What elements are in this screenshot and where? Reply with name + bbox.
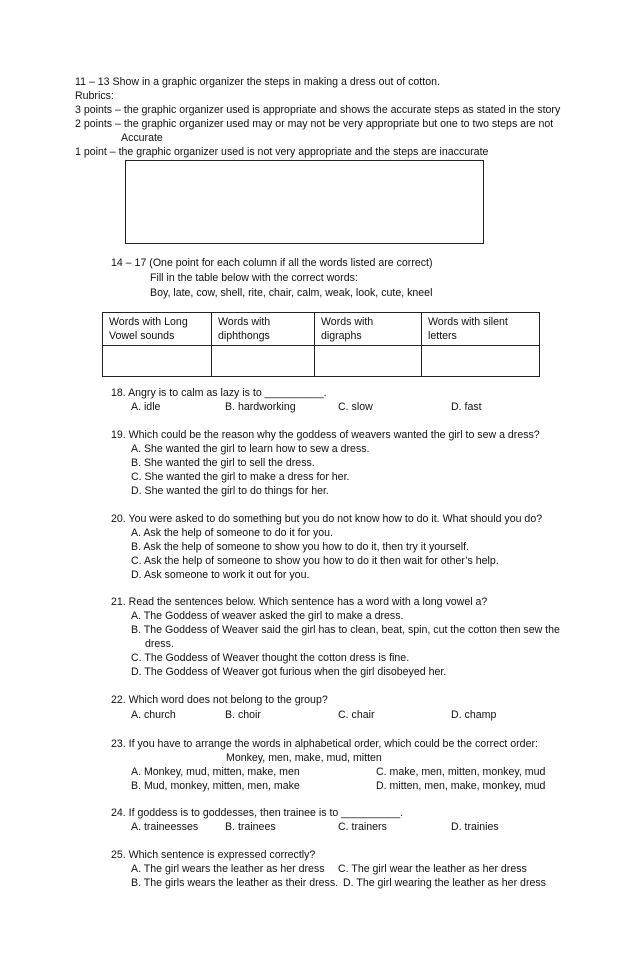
q20-option-c: C. Ask the help of someone to show you how to do it then wait for other’s help. (131, 555, 499, 567)
q18-option-a: A. idle (131, 401, 161, 413)
q21-stem: 21. Read the sentences below. Which sentence has a word with a long vowel a? (111, 596, 488, 608)
q24-stem: 24. If goddess is to goddesses, then trainee is to __________. (111, 807, 404, 819)
q21-option-b-cont: dress. (145, 638, 174, 650)
q23-option-a: A. Monkey, mud, mitten, make, men (131, 766, 300, 778)
section-14-17-title: 14 – 17 (One point for each column if all the words listed are correct) (111, 257, 433, 269)
q20-option-b: B. Ask the help of someone to show you how to do it, then try it yourself. (131, 541, 470, 553)
q23-option-c: C. make, men, mitten, monkey, mud (376, 766, 546, 778)
q25-option-b: B. The girls wears the leather as their dress. (131, 877, 339, 889)
rubric-1-point: 1 point – the graphic organizer used is not very appropriate and the steps are inaccurate (75, 146, 489, 158)
words-table (102, 312, 540, 377)
q25-stem: 25. Which sentence is expressed correctly? (111, 849, 316, 861)
q20-option-a: A. Ask the help of someone to do it for you. (131, 527, 333, 539)
q18-option-d: D. fast (451, 401, 482, 413)
col-long-vowel: Words with Long Vowel sounds (103, 313, 212, 346)
q19-option-c: C. She wanted the girl to make a dress for her. (131, 471, 350, 483)
q25-option-a: A. The girl wears the leather as her dress (131, 863, 325, 875)
q24-option-a: A. traineesses (131, 821, 199, 833)
q23-option-b: B. Mud, monkey, mitten, men, make (131, 780, 300, 792)
answer-cell-long-vowel (103, 346, 212, 377)
answer-cell-digraphs (315, 346, 422, 377)
q19-option-d: D. She wanted the girl to do things for her. (131, 485, 329, 497)
q22-option-c: C. chair (338, 709, 375, 721)
rubric-2-points: 2 points – the graphic organizer used may or may not be very appropriate but one to two steps are not (75, 118, 554, 130)
q18-stem: 18. Angry is to calm as lazy is to __________. (111, 387, 327, 399)
q23-stem: 23. If you have to arrange the words in alphabetical order, which could be the correct order: (111, 738, 538, 750)
q24-option-d: D. trainies (451, 821, 499, 833)
word-bank: Boy, late, cow, shell, rite, chair, calm, weak, look, cute, kneel (150, 287, 433, 299)
q25-option-c: C. The girl wear the leather as her dress (338, 863, 527, 875)
q20-stem: 20. You were asked to do something but you do not know how to do it. What should you do? (111, 513, 543, 525)
q22-option-b: B. choir (225, 709, 261, 721)
rubrics-label: Rubrics: (75, 90, 114, 102)
graphic-organizer-box (125, 160, 484, 244)
rubric-2-points-cont: Accurate (121, 132, 163, 144)
col-digraphs: Words with digraphs (315, 313, 422, 346)
q18-option-b: B. hardworking (225, 401, 296, 413)
col-silent-letters: Words with silent letters (422, 313, 540, 346)
q22-option-a: A. church (131, 709, 176, 721)
col-diphthongs: Words with diphthongs (212, 313, 315, 346)
q19-option-b: B. She wanted the girl to sell the dress. (131, 457, 315, 469)
q22-option-d: D. champ (451, 709, 497, 721)
rubric-3-points: 3 points – the graphic organizer used is appropriate and shows the accurate steps as stated in the story (75, 104, 561, 116)
answer-cell-silent-letters (422, 346, 540, 377)
section-14-17-instruction: Fill in the table below with the correct words: (150, 272, 358, 284)
q25-option-d: D. The girl wearing the leather as her dress (343, 877, 546, 889)
q22-stem: 22. Which word does not belong to the group? (111, 694, 328, 706)
q24-option-c: C. trainers (338, 821, 387, 833)
q21-option-c: C. The Goddess of Weaver thought the cotton dress is fine. (131, 652, 410, 664)
q19-option-a: A. She wanted the girl to learn how to sew a dress. (131, 443, 370, 455)
answer-cell-diphthongs (212, 346, 315, 377)
q18-option-c: C. slow (338, 401, 373, 413)
task-11-13: 11 – 13 Show in a graphic organizer the steps in making a dress out of cotton. (75, 76, 440, 88)
q23-option-d: D. mitten, men, make, monkey, mud (376, 780, 546, 792)
q21-option-b: B. The Goddess of Weaver said the girl has to clean, beat, spin, cut the cotton then sew the (131, 624, 560, 636)
q23-word-list: Monkey, men, make, mud, mitten (226, 752, 382, 764)
q21-option-a: A. The Goddess of weaver asked the girl to make a dress. (131, 610, 404, 622)
q19-stem: 19. Which could be the reason why the goddess of weavers wanted the girl to sew a dress? (111, 429, 540, 441)
q21-option-d: D. The Goddess of Weaver got furious when the girl disobeyed her. (131, 666, 447, 678)
q20-option-d: D. Ask someone to work it out for you. (131, 569, 310, 581)
q24-option-b: B. trainees (225, 821, 276, 833)
